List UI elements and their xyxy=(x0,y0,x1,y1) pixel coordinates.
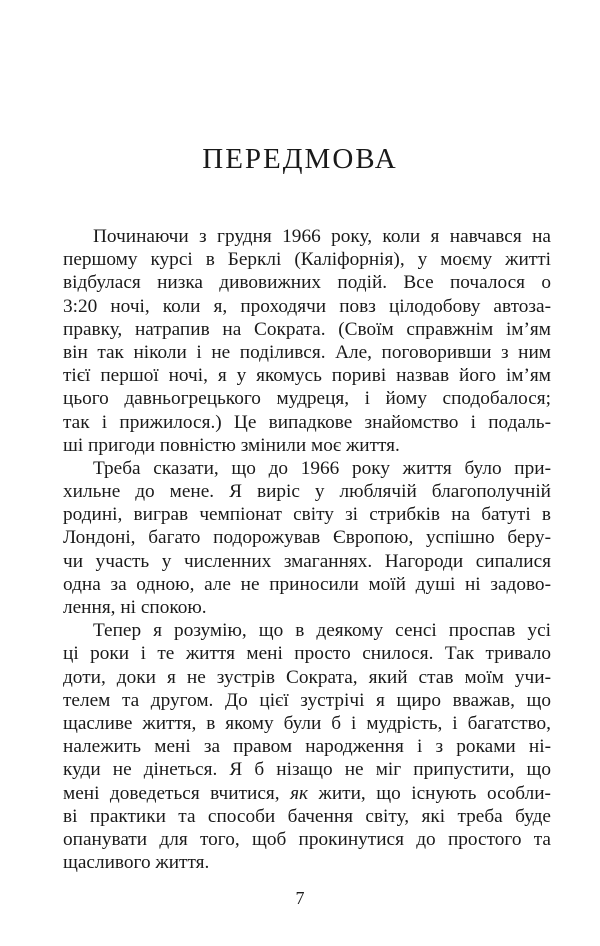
page-title: ПЕРЕДМОВА xyxy=(202,143,398,176)
text-line xyxy=(63,526,551,549)
text-line xyxy=(63,248,551,271)
text-line xyxy=(63,666,551,689)
body-text xyxy=(63,225,551,874)
text-line xyxy=(63,573,551,596)
text-line xyxy=(63,642,551,665)
text-line xyxy=(63,457,551,480)
text-line xyxy=(63,318,551,341)
text-segment: чи участь у численних змаганнях. Нагороди сипалися xyxy=(63,550,551,572)
text-segment: щасливе життя, в якому були б і мудрість, і багатство, xyxy=(63,712,551,734)
text-line xyxy=(63,225,551,248)
paragraph xyxy=(63,457,551,619)
text-segment: тієї першої ночі, я у якомусь пориві назвав його ім’ям xyxy=(63,365,551,387)
paragraph xyxy=(63,225,551,457)
text-segment: доти, доки я не зустрів Сократа, який став моїм учи- xyxy=(63,666,551,688)
text-segment: ці роки і те життя мені просто снилося. Так тривало xyxy=(63,643,551,665)
text-line xyxy=(63,805,551,828)
text-segment: відбулася низка дивовижних подій. Все почалося о xyxy=(63,272,551,294)
text-line xyxy=(63,619,551,642)
text-line xyxy=(63,295,551,318)
text-segment: щасливого життя. xyxy=(63,852,210,874)
text-line xyxy=(63,782,551,805)
text-segment: мені доведеться вчитися, xyxy=(63,782,291,804)
text-segment: ві практики та способи бачення світу, які треба буде xyxy=(63,805,551,827)
text-segment: опанувати для того, щоб прокинутися до простого та xyxy=(63,828,551,850)
text-line xyxy=(63,689,551,712)
text-segment: хильне до мене. Я виріс у люблячій благополучній xyxy=(63,481,551,503)
text-line xyxy=(63,271,551,294)
text-line xyxy=(63,828,551,851)
text-line xyxy=(63,387,551,410)
page-number: 7 xyxy=(295,888,305,908)
text-segment: Тепер я розумію, що в деякому сенсі проспав усі xyxy=(93,620,551,642)
text-line xyxy=(63,503,551,526)
text-segment: він так ніколи і не поділився. Але, поговоривши з ним xyxy=(63,341,551,363)
text-line xyxy=(63,596,551,619)
text-segment: жити, що існують особли- xyxy=(308,782,551,804)
text-line xyxy=(63,411,551,434)
text-line xyxy=(63,480,551,503)
text-segment: лення, ні спокою. xyxy=(63,597,207,618)
text-line xyxy=(63,364,551,387)
text-line xyxy=(63,735,551,758)
text-line xyxy=(63,550,551,573)
text-line xyxy=(63,434,551,457)
text-segment: першому курсі в Берклі (Каліфорнія), у моєму житті xyxy=(63,249,551,271)
emphasis-text: як xyxy=(290,782,309,804)
text-segment: ші пригоди повністю змінили моє життя. xyxy=(63,434,400,456)
text-segment: Треба сказати, що до 1966 року життя було при- xyxy=(93,457,551,479)
text-line xyxy=(63,712,551,735)
text-segment: куди не дінеться. Я б нізащо не міг припустити, що xyxy=(63,759,551,781)
text-segment: правку, натрапив на Сократа. (Своїм справжнім ім’ям xyxy=(63,318,551,340)
text-segment: належить мені за правом народження і з роками ні- xyxy=(63,736,551,758)
text-segment: 3:20 ночі, коли я, проходячи повз цілодобову автоза- xyxy=(63,295,551,317)
text-line xyxy=(63,758,551,781)
paragraph xyxy=(63,619,551,874)
text-line xyxy=(63,851,551,874)
text-segment: цього давньогрецького мудреця, і йому сподобалося; xyxy=(63,388,551,410)
text-segment: Лондоні, багато подорожував Європою, успішно беру- xyxy=(63,527,551,549)
text-line xyxy=(63,341,551,364)
text-segment: Починаючи з грудня 1966 року, коли я навчався на xyxy=(93,226,551,247)
text-segment: телем та другом. До цієї зустрічі я щиро вважав, що xyxy=(63,689,551,711)
text-segment: одна за одною, але не приносили моїй душі ні задово- xyxy=(63,573,551,595)
text-segment: так і прижилося.) Це випадкове знайомство і подаль- xyxy=(63,411,551,433)
text-segment: родині, виграв чемпіонат світу зі стрибків на батуті в xyxy=(63,504,551,526)
